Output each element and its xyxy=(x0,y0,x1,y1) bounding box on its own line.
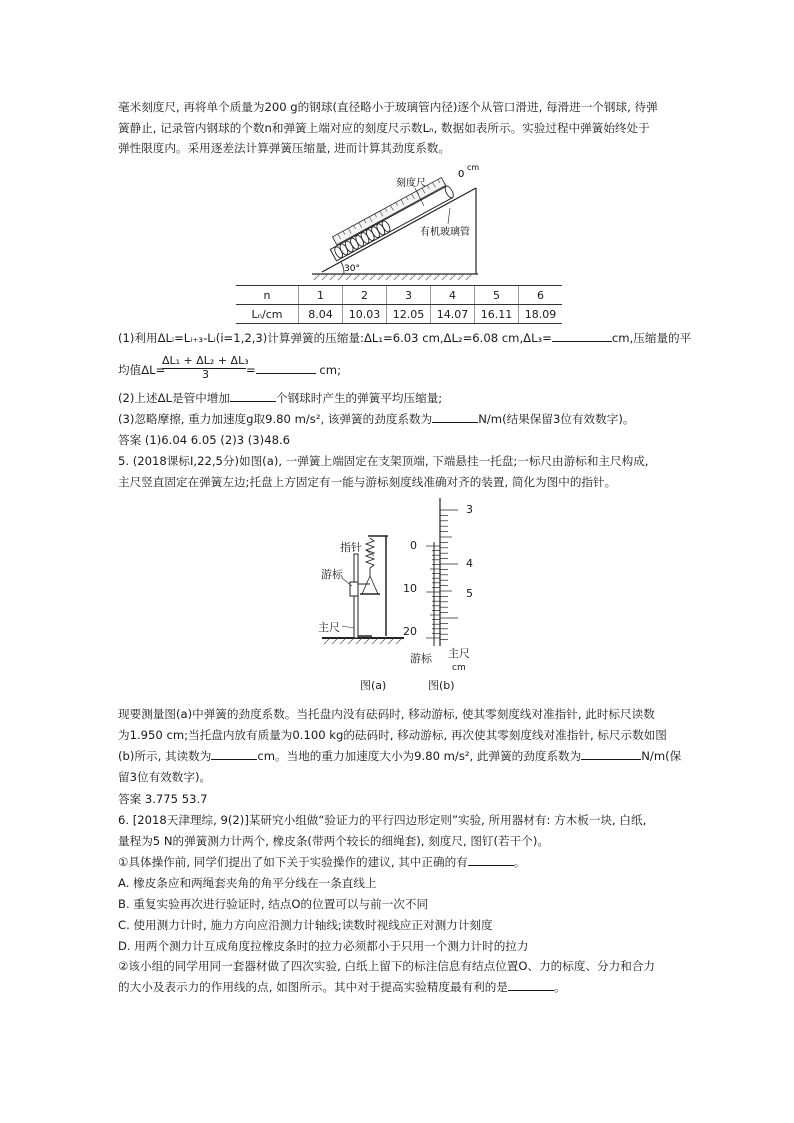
incline-spring-figure xyxy=(300,160,500,282)
table-cell: 3 xyxy=(387,286,431,305)
main-tick-3: 3 xyxy=(466,503,473,516)
table-cell: 16.11 xyxy=(475,305,519,324)
p5-line-1: 5. (2018课标Ⅰ,22,5分)如图(a), 一弹簧上端固定在支架顶端, 下端悬挂一托盘;一标尺由游标和主尺构成, xyxy=(118,454,649,468)
p4-q2-line xyxy=(118,390,442,406)
answer-blank[interactable] xyxy=(211,748,257,760)
vernier-bottom-label: 游标 xyxy=(410,652,432,665)
table-cell: 10.03 xyxy=(343,305,387,324)
p6-q2-text: 的大小及表示力的作用线的点, 如图所示。其中对于提高实验精度最有利的是 xyxy=(118,980,508,994)
table-cell: 8.04 xyxy=(299,305,343,324)
answer-blank[interactable] xyxy=(552,330,612,342)
p4-q2-text-b: 个钢球时产生的弹簧平均压缩量; xyxy=(275,391,443,405)
answer-blank[interactable] xyxy=(256,362,316,374)
p5-body-3-a: (b)所示, 其读数为 xyxy=(118,749,212,763)
p5-body-1: 现要测量图(a)中弹簧的劲度系数。当托盘内没有砝码时, 移动游标, 使其零刻度线对准指针, 此时标尺读数 xyxy=(118,707,655,721)
table-header-ln: Lₙ/cm xyxy=(236,305,299,324)
vernier-label: 游标 xyxy=(321,568,343,581)
p5-body-2: 为1.950 cm;当托盘内放有质量为0.100 kg的砝码时, 移动游标, 再次使其零刻度线对准指针, 标尺示数如图 xyxy=(118,728,667,742)
cm-label: cm xyxy=(467,163,480,172)
table-cell: 18.09 xyxy=(519,305,563,324)
p5-answer: 答案 3.775 53.7 xyxy=(118,792,208,806)
table-cell: 1 xyxy=(299,286,343,305)
tube-label: 有机玻璃管 xyxy=(420,227,470,238)
p4-intro-line-2: 簧静止, 记录管内钢球的个数n和弹簧上端对应的刻度尺示数Lₙ, 数据如表所示。实验过程中弹簧始终处于 xyxy=(118,121,650,135)
p4-q3-text-b: N/m(结果保留3位有效数字)。 xyxy=(478,412,635,426)
table-cell: 4 xyxy=(431,286,475,305)
answer-blank[interactable] xyxy=(230,390,276,402)
cm-unit-label: cm xyxy=(452,663,466,673)
table-cell: 12.05 xyxy=(387,305,431,324)
vernier-tick-10: 10 xyxy=(403,582,417,595)
table-row xyxy=(236,305,562,324)
p4-intro-line-3: 弹性限度内。采用逐差法计算弹簧压缩量, 进而计算其劲度系数。 xyxy=(118,141,450,155)
p4-intro-line-1: 毫米刻度尺, 再将单个质量为200 g的钢球(直径略小于玻璃管内径)逐个从管口滑进, 每滑进一个钢球, 待弹 xyxy=(118,100,658,114)
p5-body-3-b: cm。当地的重力加速度大小为9.80 m/s², 此弹簧的劲度系数为 xyxy=(257,749,582,763)
p5-line-2: 主尺竖直固定在弹簧左边;托盘上方固定有一能与游标刻度线准确对齐的装置, 简化为图中的指针。 xyxy=(118,475,617,489)
table-cell: 5 xyxy=(475,286,519,305)
answer-blank[interactable] xyxy=(432,411,478,423)
table-cell: 2 xyxy=(343,286,387,305)
p4-q2-text-a: (2)上述ΔL是管中增加 xyxy=(118,391,230,405)
table-cell: 14.07 xyxy=(431,305,475,324)
p6-option-c: C. 使用测力计时, 施力方向应沿测力计轴线;读数时视线应正对测力计刻度 xyxy=(118,918,493,932)
caption-a: 图(a) xyxy=(360,679,387,692)
p4-q3-line xyxy=(118,411,634,427)
angle-label: 30° xyxy=(344,264,360,274)
p6-option-b: B. 重复实验再次进行验证时, 结点O的位置可以与前一次不同 xyxy=(118,897,429,911)
table-cell: 6 xyxy=(519,286,563,305)
equals-sign: = xyxy=(246,363,256,377)
spring-data-table xyxy=(236,285,562,324)
main-tick-5: 5 xyxy=(466,587,473,600)
fraction-denominator: 3 xyxy=(202,368,209,381)
p6-line-2: 量程为5 N的弹簧测力计两个, 橡皮条(带两个较长的细绳套), 刻度尺, 图钉(若干个)。 xyxy=(118,834,549,848)
table-header-n: n xyxy=(236,286,299,305)
p4-q1-text-a: (1)利用ΔLᵢ=Lᵢ₊₃-Lᵢ(i=1,2,3)计算弹簧的压缩量:ΔL₁=6.03 cm,ΔL₂=6.08 cm,ΔL₃= xyxy=(118,331,552,345)
ruler-label: 刻度尺 xyxy=(396,178,426,189)
p6-q1 xyxy=(118,854,525,870)
pointer-label: 指针 xyxy=(340,541,362,554)
p6-q1-end: 。 xyxy=(513,855,526,869)
answer-blank[interactable] xyxy=(468,854,514,866)
vernier-tick-20: 20 xyxy=(403,625,417,638)
p6-q2-end: 。 xyxy=(553,980,566,994)
p6-option-a: A. 橡皮条应和两绳套夹角的角平分线在一条直线上 xyxy=(118,876,377,890)
zero-label: 0 xyxy=(458,169,465,180)
p4-answer: 答案 (1)6.04 6.05 (2)3 (3)48.6 xyxy=(118,433,291,447)
p6-line-1: 6. [2018天津理综, 9(2)]某研究小组做“验证力的平行四边形定则”实验, 所用器材有: 方木板一块, 白纸, xyxy=(118,813,647,827)
p6-option-d: D. 用两个测力计互成角度拉橡皮条时的拉力必须都小于只用一个测力计时的拉力 xyxy=(118,939,529,953)
p6-q2-line-1: ②该小组的同学用同一套器材做了四次实验, 白纸上留下的标注信息有结点位置O、力的标度、分力和合力 xyxy=(118,959,656,973)
p6-q1-text: ①具体操作前, 同学们提出了如下关于实验操作的建议, 其中正确的有 xyxy=(118,855,468,869)
p4-q1-line-1 xyxy=(118,330,691,346)
p4-q1-line-2-prefix: 均值ΔL= xyxy=(118,363,166,377)
fraction-numerator: ΔL₁ + ΔL₂ + ΔL₃ xyxy=(162,354,249,367)
p5-body-3 xyxy=(118,748,681,764)
table-row xyxy=(236,286,562,305)
p4-q3-text-a: (3)忽略摩擦, 重力加速度g取9.80 m/s², 该弹簧的劲度系数为 xyxy=(118,412,433,426)
answer-blank[interactable] xyxy=(508,979,554,991)
p4-q1-line-2-suffix xyxy=(246,362,341,378)
p5-body-3-c: N/m(保 xyxy=(641,749,682,763)
main-tick-4: 4 xyxy=(466,557,473,570)
p4-q1-text-b: cm,压缩量的平 xyxy=(611,331,692,345)
caption-b: 图(b) xyxy=(428,679,455,692)
vernier-tick-0: 0 xyxy=(410,539,417,552)
main-scale-label: 主尺 xyxy=(318,621,340,634)
p5-body-4: 留3位有效数字)。 xyxy=(118,770,212,784)
unit-text: cm; xyxy=(315,363,341,377)
p6-q2-line-2 xyxy=(118,979,566,995)
main-bottom-label: 主尺 xyxy=(448,647,470,660)
answer-blank[interactable] xyxy=(581,748,641,760)
